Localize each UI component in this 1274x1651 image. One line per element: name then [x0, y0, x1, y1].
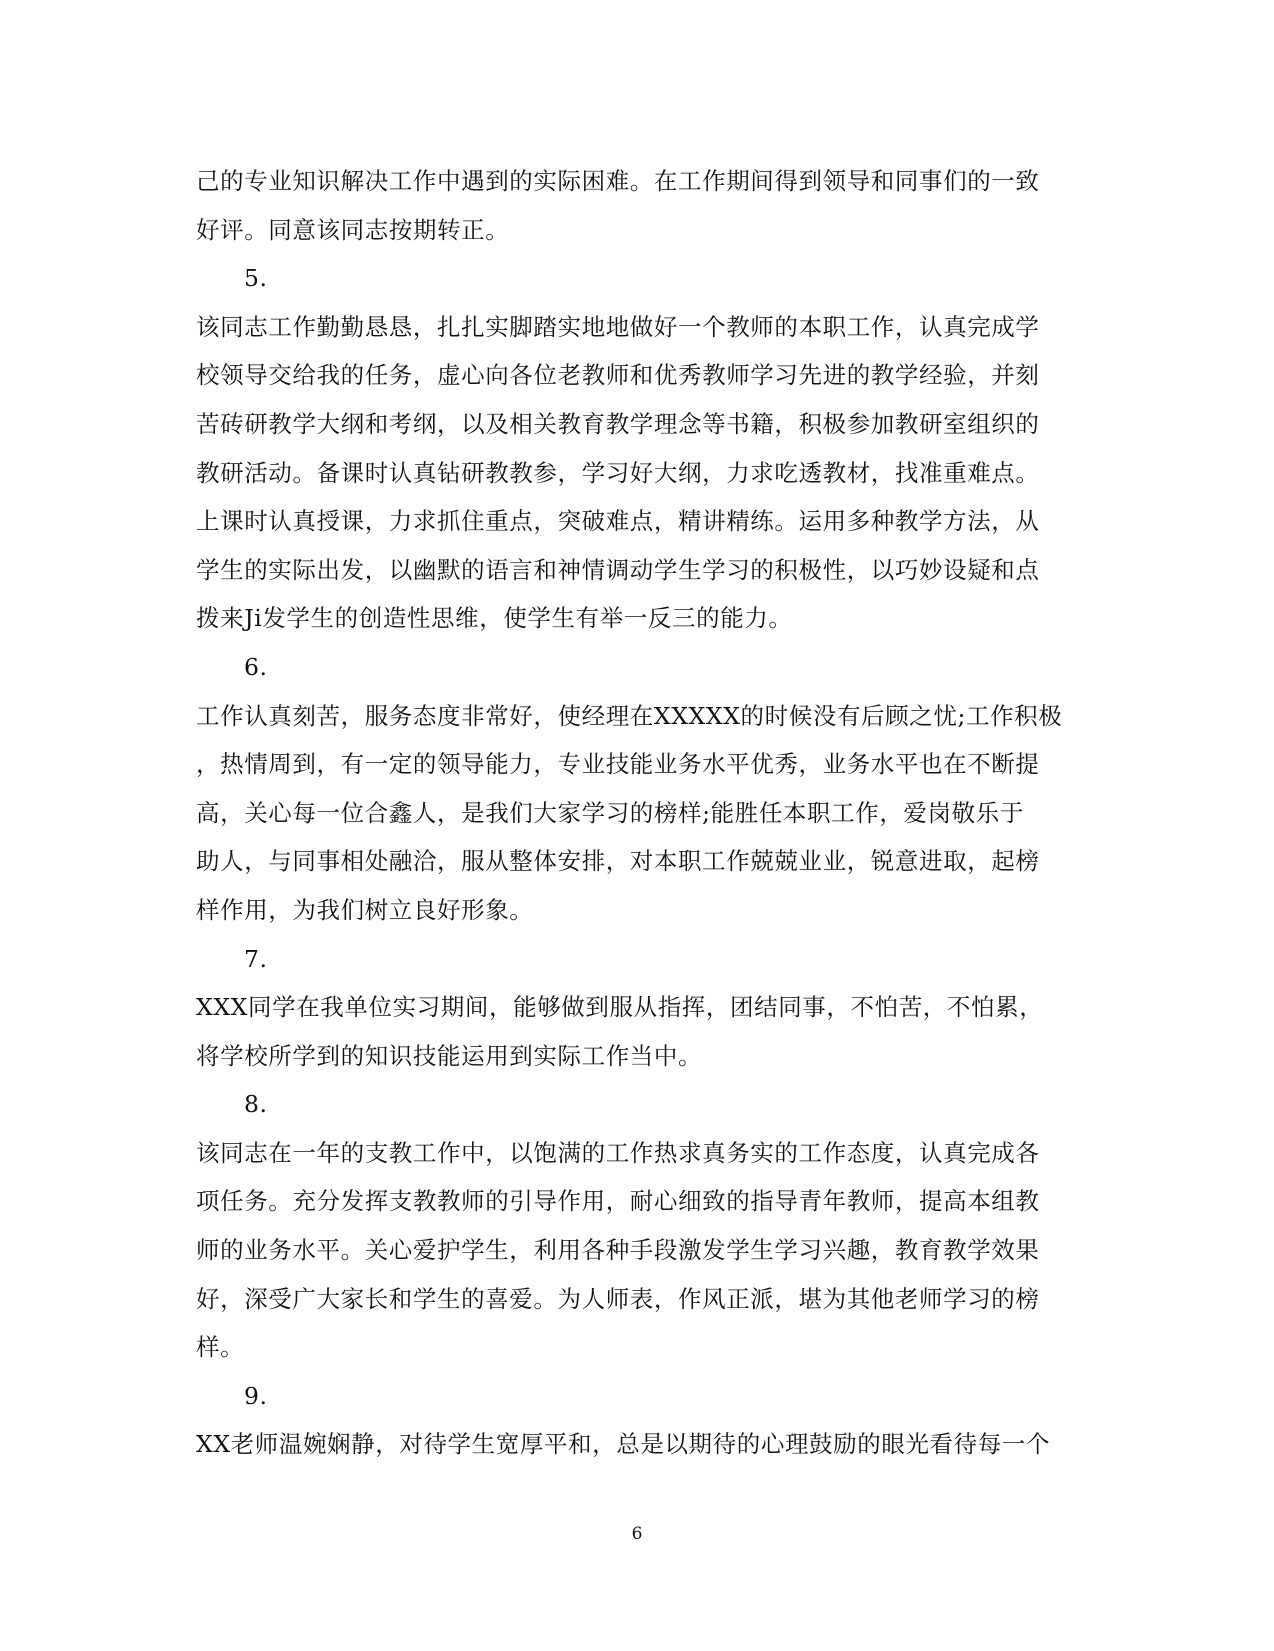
item-number: 6.	[244, 652, 268, 681]
text-line: 上课时认真授课，力求抓住重点，突破难点，精讲精练。运用多种教学方法，从	[196, 507, 1040, 536]
text-line: XX老师温婉娴静，对待学生宽厚平和，总是以期待的心理鼓励的眼光看待每一个	[196, 1430, 1051, 1459]
text-line: 项任务。充分发挥支教教师的引导作用，耐心细致的指导青年教师，提高本组教	[196, 1187, 1040, 1216]
text-line: 校领导交给我的任务，虚心向各位老教师和优秀教师学习先进的教学经验，并刻	[196, 361, 1040, 390]
text-line: 学生的实际出发，以幽默的语言和神情调动学生学习的积极性，以巧妙设疑和点	[196, 555, 1040, 584]
text-line: XXX同学在我单位实习期间，能够做到服从指挥，团结同事，不怕苦，不怕累，	[196, 993, 1044, 1022]
text-line: 苦砖研教学大纲和考纲，以及相关教育教学理念等书籍，积极参加教研室组织的	[196, 409, 1040, 438]
text-line: 好评。同意该同志按期转正。	[196, 215, 510, 244]
text-line: 教研活动。备课时认真钻研教教参，学习好大纲，力求吃透教材，找准重难点。	[196, 458, 1040, 487]
item-number: 7.	[244, 944, 268, 973]
item-number: 8.	[244, 1090, 268, 1119]
item-number: 9.	[244, 1381, 268, 1410]
document-body	[196, 157, 1078, 1469]
text-line: 好，深受广大家长和学生的喜爱。为人师表，作风正派，堪为其他老师学习的榜	[196, 1284, 1040, 1313]
text-line: 工作认真刻苦，服务态度非常好，使经理在XXXXX的时候没有后顾之忧;工作积极	[196, 701, 1063, 730]
text-line: 拨来Ji发学生的创造性思维，使学生有举一反三的能力。	[196, 604, 793, 633]
item-number: 5.	[244, 264, 268, 293]
text-line: ，热情周到，有一定的领导能力，专业技能业务水平优秀，业务水平也在不断提	[196, 750, 1040, 779]
text-line: 将学校所学到的知识技能运用到实际工作当中。	[196, 1041, 703, 1070]
text-line: 高，关心每一位合鑫人，是我们大家学习的榜样;能胜任本职工作，爱岗敬乐于	[196, 798, 1024, 827]
text-line: 该同志工作勤勤恳恳，扎扎实脚踏实地地做好一个教师的本职工作，认真完成学	[196, 312, 1040, 341]
text-line: 样。	[196, 1333, 245, 1362]
text-line: 己的专业知识解决工作中遇到的实际困难。在工作期间得到领导和同事们的一致	[196, 167, 1040, 195]
page-number: 6	[631, 1524, 643, 1544]
text-line: 师的业务水平。关心爱护学生，利用各种手段激发学生学习兴趣，教育教学效果	[196, 1236, 1040, 1265]
text-line: 样作用，为我们树立良好形象。	[196, 895, 534, 924]
text-line: 助人，与同事相处融洽，服从整体安排，对本职工作兢兢业业，锐意进取，起榜	[196, 847, 1040, 876]
text-line: 该同志在一年的支教工作中，以饱满的工作热求真务实的工作态度，认真完成各	[196, 1138, 1040, 1167]
